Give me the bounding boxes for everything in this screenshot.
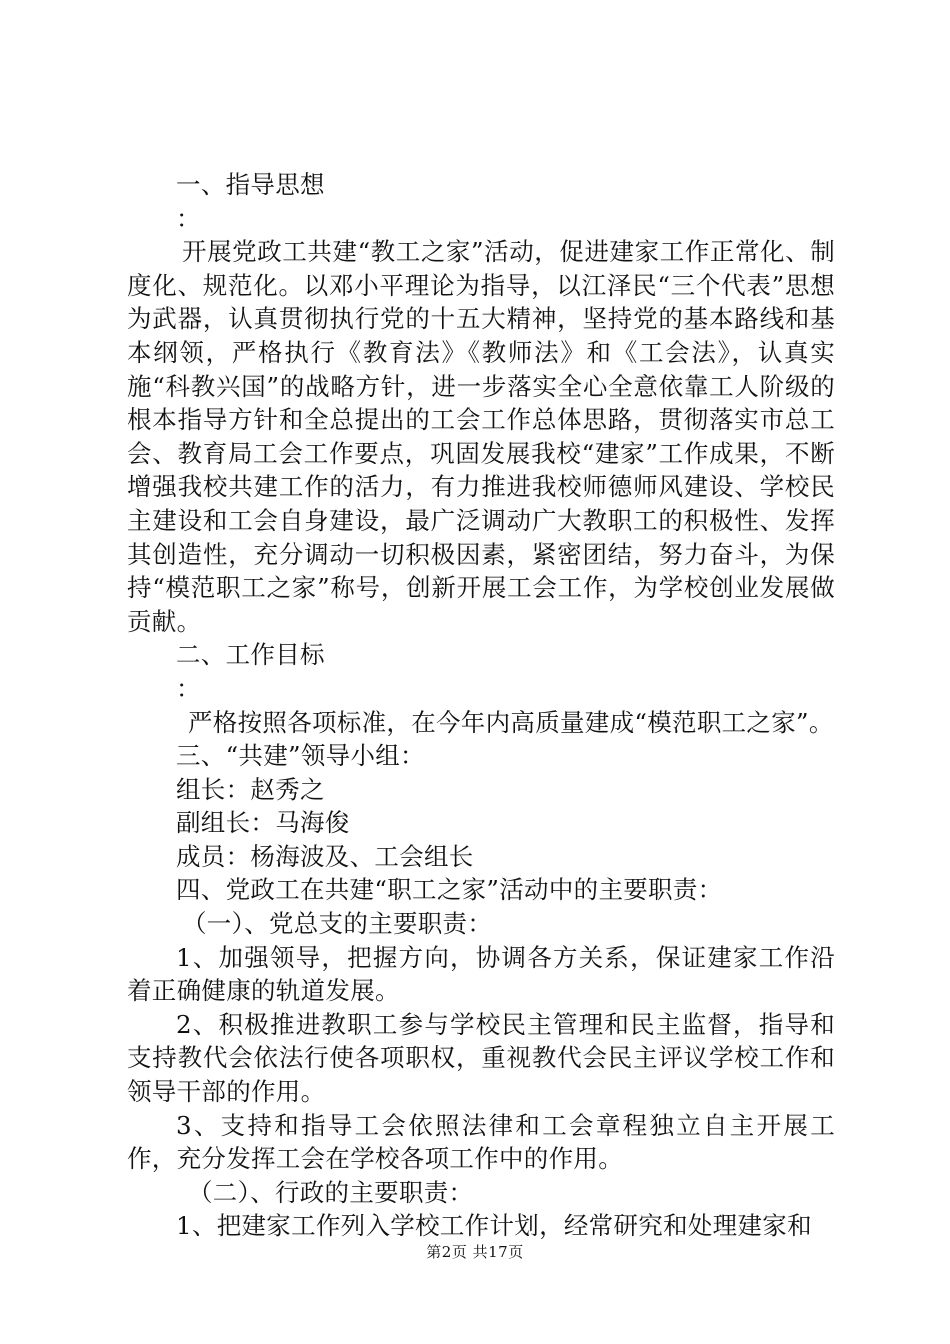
page-number-footer: 第2页 共17页	[426, 1243, 524, 1261]
group-members: 成员：杨海波及、工会组长	[176, 841, 474, 871]
paragraph-guiding-thought: 开展党政工共建“教工之家”活动，促进建家工作正常化、制度化、规范化。以邓小平理论为指导，以江泽民“三个代表”思想为武器，认真贯彻执行党的十五大精神，坚持党的基本路线和基本纲领，严格执行《教育法》《教师法》和《工会法》，认真实施“科教兴国”的战略方针，进一步落实全心全意依靠工人阶级的根本指导方针和全总提出的工会工作总体思路，贯彻落实市总工会、教育局工会工作要点，巩固发展我校“建家”工作成果，不断增强我校共建工作的活力，有力推进我校师德师风建设、学校民主建设和工会自身建设，最广泛调动广大教职工的积极性、发挥其创造性，充分调动一切积极因素，紧密团结，努力奋斗，为保持“模范职工之家”称号，创新开展工会工作，为学校创业发展做贡献。	[127, 237, 835, 636]
list-item: 1、把建家工作列入学校工作计划，经常研究和处理建家和	[176, 1211, 812, 1241]
heading-colon: ：	[176, 673, 201, 703]
list-item: 3、支持和指导工会依照法律和工会章程独立自主开展工作，充分发挥工会在学校各项工作中的作用。	[127, 1110, 835, 1174]
document-body	[127, 168, 835, 1243]
subheading-administration: （二）、行政的主要职责：	[188, 1177, 474, 1207]
list-item: 1、加强领导，把握方向，协调各方关系，保证建家工作沿着正确健康的轨道发展。	[127, 942, 835, 1006]
group-leader: 组长：赵秀之	[176, 774, 325, 804]
paragraph-work-goal: 严格按照各项标准，在今年内高质量建成“模范职工之家”。	[188, 707, 834, 737]
section-heading-work-goal: 二、工作目标	[176, 640, 325, 670]
subheading-party-branch: （一）、党总支的主要职责：	[182, 909, 493, 939]
heading-colon: ：	[176, 203, 201, 233]
list-item: 2、积极推进教职工参与学校民主管理和民主监督，指导和支持教代会依法行使各项职权，重视教代会民主评议学校工作和领导干部的作用。	[127, 1009, 835, 1107]
section-heading-guiding-thought: 一、指导思想	[176, 170, 325, 199]
section-heading-leading-group: 三、“共建”领导小组：	[176, 741, 425, 771]
section-heading-responsibilities: 四、党政工在共建“职工之家”活动中的主要职责：	[176, 875, 723, 905]
deputy-group-leader: 副组长：马海俊	[176, 808, 350, 838]
